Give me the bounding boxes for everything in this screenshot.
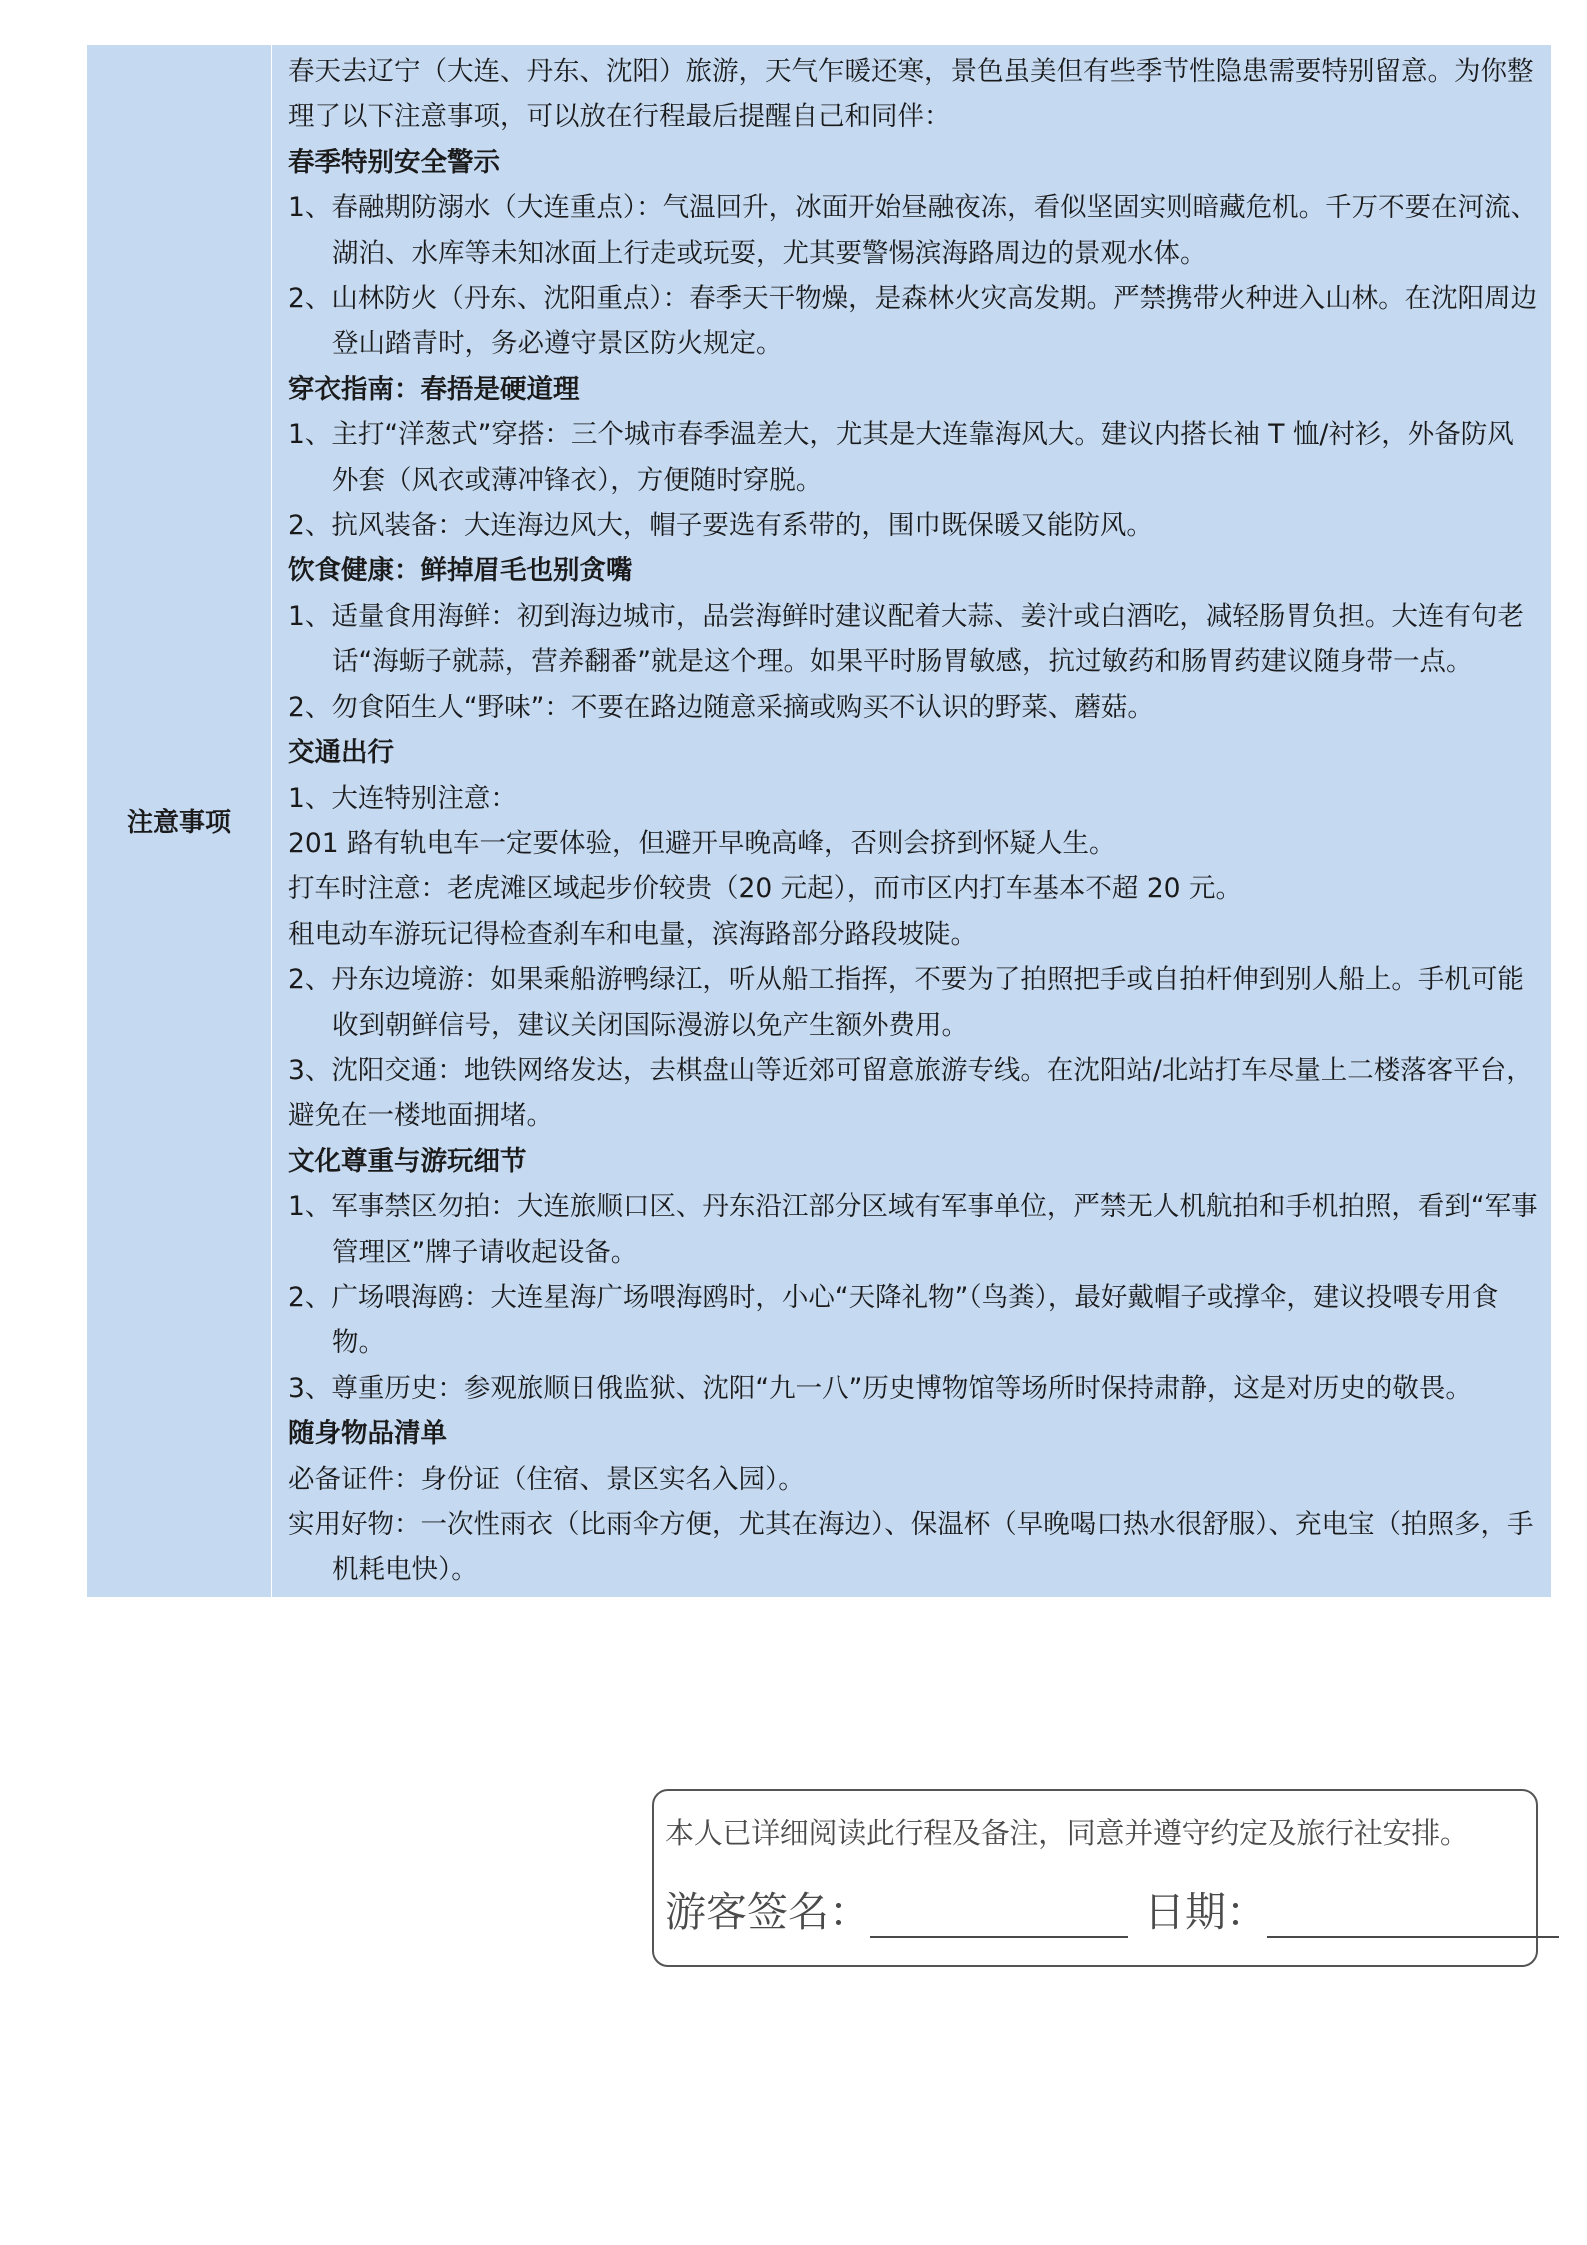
section-heading: 交通出行 bbox=[288, 737, 394, 769]
note-paragraph: 租电动车游玩记得检查刹车和电量，滨海路部分路段坡陡。 bbox=[288, 918, 977, 950]
note-paragraph: 2、山林防火（丹东、沈阳重点）：春季天干物燥，是森林火灾高发期。严禁携带火种进入山林。在沈阳周边登山踏青时，务必遵守景区防火规定。 bbox=[288, 283, 1538, 360]
note-paragraph: 必备证件：身份证（住宿、景区实名入园）。 bbox=[288, 1463, 805, 1495]
date-label: 日期： bbox=[1144, 1888, 1267, 1936]
section-heading: 文化尊重与游玩细节 bbox=[288, 1145, 527, 1177]
note-paragraph: 1、适量食用海鲜：初到海边城市，品尝海鲜时建议配着大蒜、姜汁或白酒吃，减轻肠胃负担。大连有句老话“海蛎子就蒜，营养翻番”就是这个理。如果平时肠胃敏感，抗过敏药和肠胃药建议随身带一点。 bbox=[288, 600, 1524, 678]
note-paragraph: 201 路有轨电车一定要体验，但避开早晚高峰，否则会挤到怀疑人生。 bbox=[288, 827, 1116, 859]
date-line[interactable] bbox=[1267, 1892, 1559, 1938]
notes-content bbox=[272, 45, 1552, 1598]
notes-label: 注意事项 bbox=[87, 45, 272, 1598]
note-paragraph: 3、尊重历史：参观旅顺日俄监狱、沈阳“九一八”历史博物馆等场所时保持肃静，这是对历史的敬畏。 bbox=[288, 1372, 1472, 1404]
note-paragraph: 实用好物：一次性雨衣（比雨伞方便，尤其在海边）、保温杯（早晚喝口热水很舒服）、充电宝（拍照多，手机耗电快）。 bbox=[288, 1509, 1534, 1586]
notes-row bbox=[87, 45, 1552, 1598]
section-heading: 饮食健康：鲜掉眉毛也别贪嘴 bbox=[288, 555, 633, 587]
signature-box bbox=[652, 1789, 1538, 1967]
notes-table bbox=[86, 44, 1552, 1598]
section-heading: 穿衣指南：春捂是硬道理 bbox=[288, 373, 580, 405]
note-paragraph: 1、大连特别注意： bbox=[288, 782, 517, 814]
note-paragraph: 2、勿食陌生人“野味”：不要在路边随意采摘或购买不认识的野菜、蘑菇。 bbox=[288, 691, 1154, 723]
section-heading: 随身物品清单 bbox=[288, 1418, 447, 1450]
note-paragraph: 春天去辽宁（大连、丹东、沈阳）旅游，天气乍暖还寒，景色虽美但有些季节性隐患需要特别留意。为你整理了以下注意事项，可以放在行程最后提醒自己和同伴： bbox=[288, 56, 1534, 133]
note-paragraph: 3、沈阳交通：地铁网络发达，去棋盘山等近郊可留意旅游专线。在沈阳站/北站打车尽量上二楼落客平台，避免在一楼地面拥堵。 bbox=[288, 1054, 1533, 1132]
agreement-statement: 本人已详细阅读此行程及备注，同意并遵守约定及旅行社安排。 bbox=[665, 1816, 1469, 1850]
note-paragraph: 1、春融期防溺水（大连重点）：气温回升，冰面开始昼融夜冻，看似坚固实则暗藏危机。千万不要在河流、湖泊、水库等未知冰面上行走或玩耍，尤其要警惕滨海路周边的景观水体。 bbox=[288, 192, 1538, 269]
tourist-signature-label: 游客签名： bbox=[665, 1888, 870, 1936]
note-paragraph: 1、军事禁区勿拍：大连旅顺口区、丹东沿江部分区域有军事单位，严禁无人机航拍和手机拍照，看到“军事管理区”牌子请收起设备。 bbox=[288, 1191, 1538, 1268]
note-paragraph: 2、广场喂海鸥：大连星海广场喂海鸥时，小心“天降礼物”（鸟粪），最好戴帽子或撑伞，建议投喂专用食物。 bbox=[288, 1281, 1499, 1359]
note-paragraph: 打车时注意：老虎滩区域起步价较贵（20 元起），而市区内打车基本不超 20 元。 bbox=[288, 873, 1242, 905]
signature-row bbox=[665, 1879, 1559, 1938]
paragraph-list bbox=[288, 49, 1539, 1593]
signature-line[interactable] bbox=[870, 1892, 1128, 1938]
note-paragraph: 2、丹东边境游：如果乘船游鸭绿江，听从船工指挥，不要为了拍照把手或自拍杆伸到别人船上。手机可能收到朝鲜信号，建议关闭国际漫游以免产生额外费用。 bbox=[288, 964, 1524, 1041]
note-paragraph: 1、主打“洋葱式”穿搭：三个城市春季温差大，尤其是大连靠海风大。建议内搭长袖 T 恤/衬衫，外备防风外套（风衣或薄冲锋衣），方便随时穿脱。 bbox=[288, 419, 1514, 496]
section-heading: 春季特别安全警示 bbox=[288, 146, 500, 178]
note-paragraph: 2、抗风装备：大连海边风大，帽子要选有系带的，围巾既保暖又能防风。 bbox=[288, 510, 1153, 542]
